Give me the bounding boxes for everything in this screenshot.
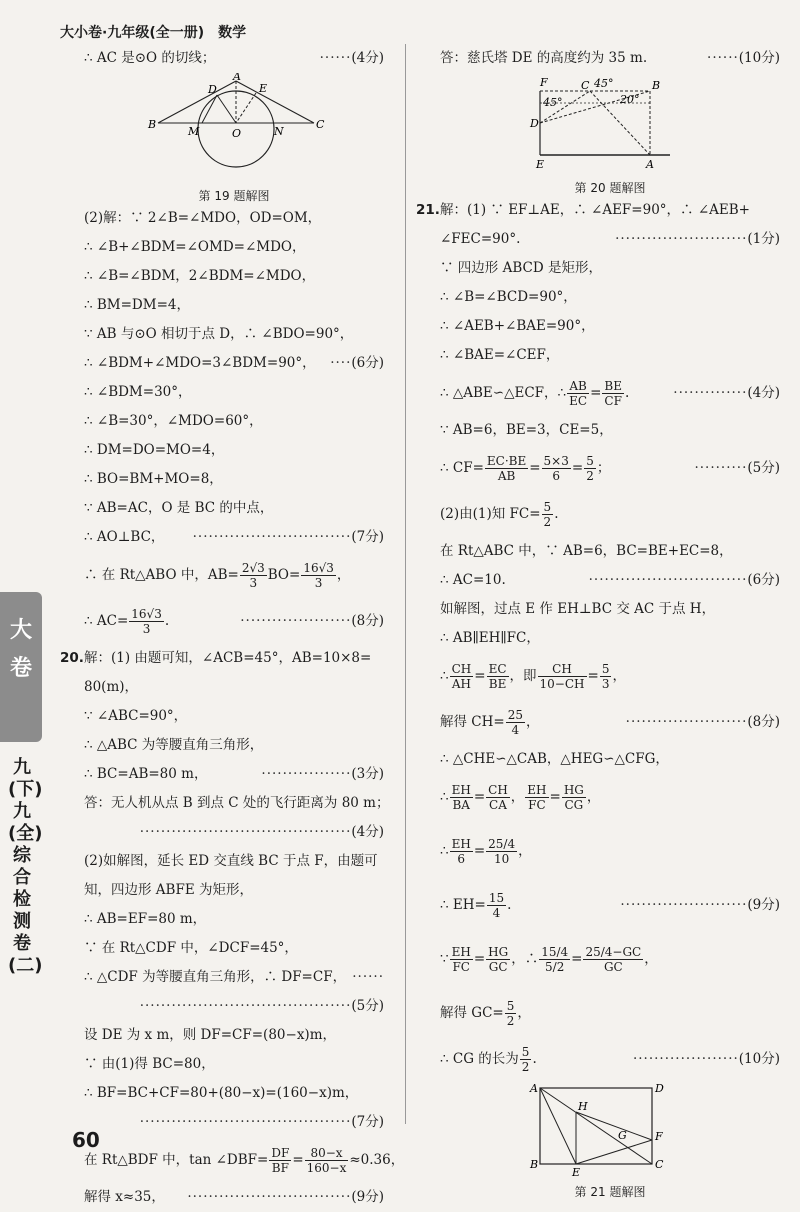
label-F: F: [655, 1130, 663, 1143]
solution-line: ∴ CG 的长为 $\frac{5}{2}$ . ····················(10分): [440, 1036, 780, 1082]
solution-line: ∵ AB 与⊙O 相切于点 D，∴ ∠BDO=90°，: [84, 326, 354, 342]
figure-19: [84, 73, 384, 204]
label-B: B: [530, 1158, 539, 1171]
solution-line: ∴ $\frac{EH}{6}$ = $\frac{25/4}{10}$ ，: [440, 837, 532, 866]
solution-line: ∵ 在 Rt△CDF 中，∠DCF=45°，: [84, 940, 298, 956]
solution-line: ∴ △CHE∽△CAB，△HEG∽△CFG，: [440, 751, 669, 767]
score-label: ········································(5分): [139, 998, 384, 1014]
solution-line: ∵ AB=AC，O 是 BC 的中点，: [84, 500, 274, 516]
left-column: [60, 44, 405, 1212]
fraction: $\frac{CH}{CA}$: [488, 783, 508, 812]
solution-line: ∵ $\frac{EH}{FC}$ = $\frac{HG}{GC}$ ，∴ $\frac{15/4}{5/2}$ = $\frac{25/4-GC}{GC}$ ，: [440, 945, 658, 974]
fraction: $\frac{16√3}{3}$: [131, 607, 162, 636]
fraction: $\frac{16√3}{3}$: [303, 561, 334, 590]
label-E: E: [536, 158, 545, 171]
solution-line: ∴ △ABC 为等腰直角三角形，: [84, 737, 264, 753]
figure-21-caption: 第 21 题解图: [574, 1185, 646, 1199]
label-C: C: [581, 79, 590, 92]
score-label: ····(6分): [330, 355, 384, 371]
label-C: C: [655, 1158, 664, 1171]
side-tab-badge: 大 卷: [0, 592, 42, 742]
score-label: ·····················(8分): [240, 613, 384, 629]
score-label: ······························(7分): [192, 529, 384, 545]
solution-line: 答：无人机从点 B 到点 C 处的飞行距离为 80 m；: [84, 795, 390, 811]
side-tab: [0, 592, 42, 1112]
column-divider: [405, 44, 406, 1124]
fraction: $\frac{80-x}{160-x}$: [306, 1146, 347, 1175]
solution-line: ∴ BC=AB=80 m， ·················(3分): [84, 760, 384, 789]
solution-line: [84, 818, 384, 847]
fraction: $\frac{EC}{BE}$: [488, 662, 507, 691]
solution-line: ∴ AB∥EH∥FC，: [440, 630, 540, 646]
figure-20-caption: 第 20 题解图: [574, 181, 646, 195]
solution-line: [84, 1108, 384, 1137]
figure-21-diagram: [440, 1082, 780, 1177]
solution-line: ∴ EH= $\frac{15}{4}$ . ························(9分): [440, 882, 780, 928]
side-tab-section-title: 九(下)九(全)综合检测卷(二): [8, 757, 43, 976]
figure-19-caption: 第 19 题解图: [198, 189, 270, 203]
score-label: ······(4分): [319, 50, 384, 66]
solution-line: ∴ CF= $\frac{EC\cdot BE}{AB}$ = $\frac{5\times 3}{6}$ = $\frac{5}{2}$ ； ··········(5分): [440, 445, 780, 491]
score-label: ··········(5分): [694, 460, 780, 476]
solution-line: (2)由(1)知 FC= $\frac{5}{2}$ .: [440, 500, 559, 529]
page-number: 60: [72, 1128, 100, 1152]
solution-line: ∴ BF=BC+CF=80+(80−x)=(160−x)m，: [84, 1085, 359, 1101]
solution-line: 设 DE 为 x m，则 DF=CF=(80−x)m，: [84, 1027, 336, 1043]
fraction: $\frac{5}{2}$: [543, 500, 552, 529]
score-label: ········································(7分): [139, 1114, 384, 1130]
solution-line: 如解图，过点 E 作 EH⊥BC 交 AC 于点 H，: [440, 601, 716, 617]
fraction: $\frac{5}{3}$: [601, 662, 610, 691]
score-label: ····················(10分): [632, 1051, 780, 1067]
fraction: $\frac{AB}{EC}$: [569, 379, 588, 408]
fraction: $\frac{15}{4}$: [488, 891, 505, 920]
solution-line: ∴ 在 Rt△ABO 中，AB= $\frac{2√3}{3}$ BO= $\frac{16√3}{3}$ ，: [84, 561, 351, 590]
label-O: O: [232, 127, 242, 140]
angle-20: 20°: [620, 93, 640, 106]
solution-line: ∴ ∠BAE=∠CEF，: [440, 347, 560, 363]
solution-line: 答：慈氏塔 DE 的高度约为 35 m. ······(10分): [440, 44, 780, 73]
solution-line: 解得 CH= $\frac{25}{4}$ ， ·······················(8分): [440, 699, 780, 745]
solution-line: ∴ ∠B=∠BDM，2∠BDM=∠MDO，: [84, 268, 316, 284]
fraction: $\frac{5}{2}$: [521, 1045, 530, 1074]
solution-line: ∴ ∠BDM+∠MDO=3∠BDM=90°， ····(6分): [84, 349, 384, 378]
fraction: $\frac{EH}{BA}$: [451, 783, 471, 812]
score-label: ······: [352, 969, 384, 985]
solution-line: 在 Rt△ABC 中，∵ AB=6，BC=BE+EC=8，: [440, 543, 733, 559]
solution-line: ∴ DM=DO=MO=4，: [84, 442, 225, 458]
score-label: ·······························(9分): [187, 1189, 384, 1205]
label-C: C: [316, 118, 325, 131]
solution-line: 20. 解：(1) 由题可知，∠ACB=45°，AB=10×8=: [84, 644, 384, 673]
question-number: 21.: [416, 202, 440, 218]
score-label: ························(9分): [620, 897, 780, 913]
solution-line: 解得 x≈35， ·······························(9分): [84, 1183, 384, 1212]
solution-line: ∴ ∠AEB+∠BAE=90°，: [440, 318, 595, 334]
solution-line: ∴ AO⊥BC， ······························(7分): [84, 523, 384, 552]
solution-line: ∴ △ABE∽△ECF，∴ $\frac{AB}{EC}$ = $\frac{BE}{CF}$ . ··············(4分): [440, 370, 780, 416]
figure-20-diagram: [440, 73, 780, 173]
score-label: ··············(4分): [673, 385, 780, 401]
solution-line: ∴ BO=BM+MO=8，: [84, 471, 223, 487]
fraction: $\frac{BE}{CF}$: [604, 379, 622, 408]
solution-line: ∴ AC 是⊙O 的切线； ······(4分): [84, 44, 384, 73]
fraction: $\frac{EH}{6}$: [451, 837, 471, 866]
right-column: [416, 44, 780, 1200]
solution-line: ∴ AB=EF=80 m，: [84, 911, 207, 927]
solution-line: ∠FEC=90°. ·························(1分): [440, 225, 780, 254]
solution-line: 解得 GC= $\frac{5}{2}$ ，: [440, 999, 531, 1028]
label-H: H: [578, 1100, 588, 1113]
solution-line: ∵ 由(1)得 BC=80，: [84, 1056, 215, 1072]
label-A: A: [646, 158, 654, 171]
solution-line: ∵ ∠ABC=90°，: [84, 708, 188, 724]
subject-label: 数学: [218, 25, 247, 41]
angle-45-left: 45°: [543, 96, 563, 109]
score-label: ······(10分): [707, 50, 780, 66]
solution-line: 知，四边形 ABFE 为矩形，: [84, 882, 253, 898]
label-M: M: [188, 125, 200, 138]
fraction: $\frac{2√3}{3}$: [241, 561, 265, 590]
label-A: A: [233, 73, 241, 83]
score-label: ·················(3分): [261, 766, 384, 782]
book-title: 大小卷·九年级(全一册): [60, 25, 205, 41]
label-A: A: [530, 1082, 538, 1095]
fraction: $\frac{25/4}{10}$: [488, 837, 516, 866]
page-header: [60, 22, 246, 42]
solution-line: ∴ $\frac{EH}{BA}$ = $\frac{CH}{CA}$ ， $\frac{EH}{FC}$ = $\frac{HG}{CG}$ ，: [440, 783, 601, 812]
fraction: $\frac{25/4-GC}{GC}$: [585, 945, 642, 974]
fraction: $\frac{EH}{FC}$: [451, 945, 471, 974]
label-E: E: [572, 1166, 581, 1177]
label-F: F: [540, 76, 548, 89]
fraction: $\frac{HG}{CG}$: [563, 783, 584, 812]
fraction: $\frac{25}{4}$: [507, 708, 523, 737]
angle-45-top: 45°: [594, 77, 614, 90]
solution-line: ∴ ∠BDM=30°，: [84, 384, 192, 400]
fraction: $\frac{HG}{GC}$: [488, 945, 509, 974]
label-D: D: [208, 83, 217, 96]
figure-19-diagram: [84, 73, 384, 181]
score-label: ········································(4分): [139, 824, 384, 840]
label-D: D: [655, 1082, 664, 1095]
label-N: N: [274, 125, 284, 138]
label-D: D: [530, 117, 539, 130]
solution-line: (2)解：∵ 2∠B=∠MDO，OD=OM，: [84, 210, 322, 226]
solution-line: [84, 992, 384, 1021]
fraction: $\frac{5\times 3}{6}$: [543, 454, 569, 483]
solution-line: 在 Rt△BDF 中，tan ∠DBF= $\frac{DF}{BF}$ = $\frac{80-x}{160-x}$ ≈0.36，: [84, 1146, 405, 1175]
label-B: B: [148, 118, 157, 131]
figure-21: [440, 1082, 780, 1200]
label-E: E: [259, 82, 268, 95]
solution-line: ∴ ∠B+∠BDM=∠OMD=∠MDO，: [84, 239, 306, 255]
score-label: ······························(6分): [588, 572, 780, 588]
solution-line: ∴ AC= $\frac{16√3}{3}$ . ·····················(8分): [84, 598, 384, 644]
fraction: $\frac{CH}{10-CH}$: [539, 662, 585, 691]
fraction: $\frac{5}{2}$: [506, 999, 515, 1028]
score-label: ·······················(8分): [625, 714, 780, 730]
solution-line: (2)如解图，延长 ED 交直线 BC 于点 F，由题可: [84, 853, 378, 869]
fraction: $\frac{5}{2}$: [586, 454, 594, 483]
solution-line: ∴ ∠B=30°，∠MDO=60°，: [84, 413, 263, 429]
solution-line: ∴ AC=10. ······························(6分): [440, 566, 780, 595]
fraction: $\frac{CH}{AH}$: [451, 662, 472, 691]
solution-line: ∴ △CDF 为等腰直角三角形，∴ DF=CF， ······: [84, 963, 384, 992]
solution-line: ∴ ∠B=∠BCD=90°，: [440, 289, 577, 305]
solution-line: ∵ 四边形 ABCD 是矩形，: [440, 260, 602, 276]
solution-line: 21. 解：(1) ∵ EF⊥AE，∴ ∠AEF=90°，∴ ∠AEB+: [440, 196, 780, 225]
label-B: B: [652, 79, 661, 92]
fraction: $\frac{15/4}{5/2}$: [541, 945, 569, 974]
label-G: G: [618, 1129, 627, 1142]
solution-line: ∵ AB=6，BE=3，CE=5，: [440, 422, 613, 438]
solution-line: ∴ BM=DM=4，: [84, 297, 190, 313]
solution-line: ∴ $\frac{CH}{AH}$ = $\frac{EC}{BE}$ ，即 $\frac{CH}{10-CH}$ = $\frac{5}{3}$ ，: [440, 662, 626, 691]
figure-20: [440, 73, 780, 196]
fraction: $\frac{EC\cdot BE}{AB}$: [486, 454, 527, 483]
score-label: ·························(1分): [615, 231, 780, 247]
question-number: 20.: [60, 650, 84, 666]
fraction: $\frac{EH}{FC}$: [527, 783, 547, 812]
fraction: $\frac{DF}{BF}$: [271, 1146, 290, 1175]
solution-line: 80(m)，: [84, 679, 139, 695]
